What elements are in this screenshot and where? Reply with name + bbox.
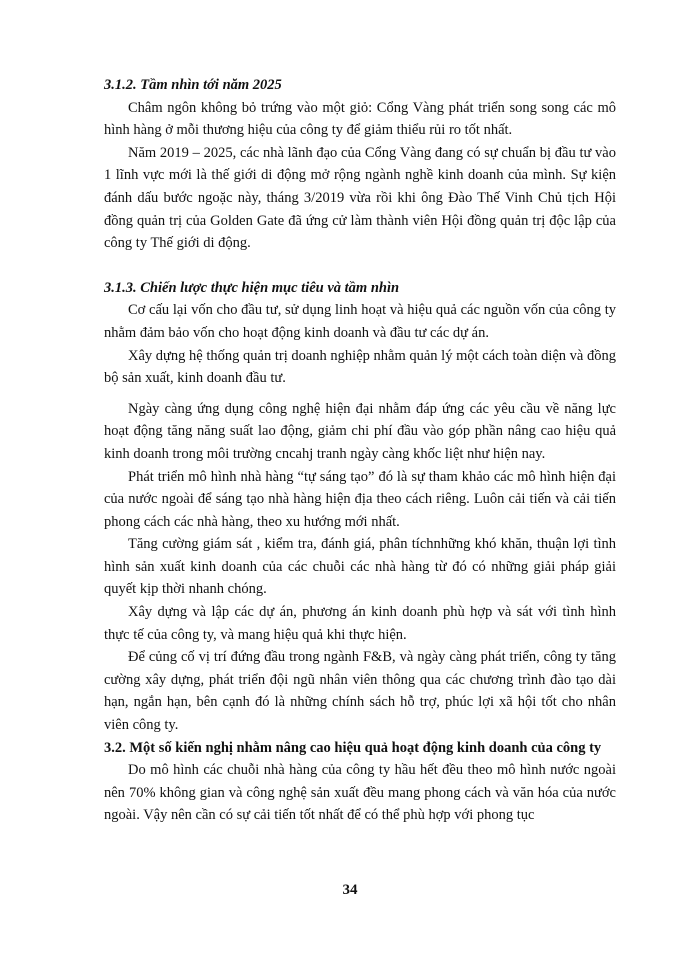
page-number: 34 (342, 882, 358, 898)
section-heading-3-2: 3.2. Một số kiến nghị nhằm nâng cao hiệu quả hoạt động kinh doanh của công ty (104, 739, 602, 756)
paragraph: Ngày càng ứng dụng công nghệ hiện đại nhằm đáp ứng các yêu cầu về năng lực hoạt động tăng năng suất lao động, giảm chi phí đầu vào góp phần nâng cao hiệu quả kinh doanh trong môi trường cncahj tranh ngày càng khốc liệt như hiện nay. (104, 400, 616, 462)
paragraph: Tăng cường giám sát , kiểm tra, đánh giá, phân tíchnhững khó khăn, thuận lợi tình hình sản xuất kinh doanh của các chuỗi các nhà hàng từ đó có những giải pháp giải quyết kịp thời nhanh chóng. (104, 536, 616, 598)
paragraph: Xây dựng và lập các dự án, phương án kinh doanh phù hợp và sát với tình hình thực tế của công ty, và mang hiệu quả khi thực hiện. (104, 604, 616, 643)
paragraph: Xây dựng hệ thống quản trị doanh nghiệp nhằm quản lý một cách toàn diện và đồng bộ sản xuất, kinh doanh đầu tư. (104, 347, 616, 387)
paragraph: Châm ngôn không bỏ trứng vào một giỏ: Cổng Vàng phát triển song song các mô hình hàng ở mỗi thương hiệu của công ty để giảm thiểu rủi ro tốt nhất. (104, 99, 616, 139)
spacer (104, 255, 616, 277)
paragraph: Để củng cố vị trí đứng đầu trong ngành F&B, và ngày càng phát triển, công ty tăng cường xây dựng, phát triển đội ngũ nhân viên thông qua các chương trình đào tạo dài hạn, ngắn hạn, bên cạnh đó là những chính sách hỗ trợ, phúc lợi xã hội tốt cho nhân viên công ty. (104, 649, 616, 734)
paragraph: Do mô hình các chuỗi nhà hàng của công ty hầu hết đều theo mô hình nước ngoài nên 70% không gian và công nghệ sản xuất đều mang phong cách và văn hóa của nước ngoài. Vậy nên cần có sự cải tiến tốt nhất để có thể phù hợp với phong tục (104, 762, 616, 824)
spacer (104, 390, 616, 398)
section-heading-3-1-3: 3.1.3. Chiến lược thực hiện mục tiêu và tầm nhìn (104, 279, 400, 296)
page-content (104, 74, 616, 827)
section-heading-3-1-2: 3.1.2. Tầm nhìn tới năm 2025 (104, 77, 282, 93)
paragraph: Năm 2019 – 2025, các nhà lãnh đạo của Cổng Vàng đang có sự chuẩn bị đầu tư vào 1 lĩnh vực mới là thế giới di động mở rộng ngành nghề kinh doanh của mình. Sự kiện đánh dấu bước ngoặc này, tháng 3/2019 vừa rồi khi ông Đào Thế Vinh Chủ tịch Hội đồng quản trị của Golden Gate đã ứng cử làm thành viên Hội đồng quản trị độc lập của công ty Thế giới di động. (104, 144, 616, 252)
paragraph: Phát triển mô hình nhà hàng “tự sáng tạo” đó là sự tham khảo các mô hình hiện đại của nước ngoài để sáng tạo nhà hàng hiện địa theo cách riêng. Luôn cải tiến và cải tiến phong cách các nhà hàng, theo xu hướng mới nhất. (104, 468, 616, 530)
paragraph: Cơ cấu lại vốn cho đầu tư, sử dụng linh hoạt và hiệu quả các nguồn vốn của công ty nhằm đảm bảo vốn cho hoạt động kinh doanh và đầu tư các dự án. (104, 302, 616, 341)
